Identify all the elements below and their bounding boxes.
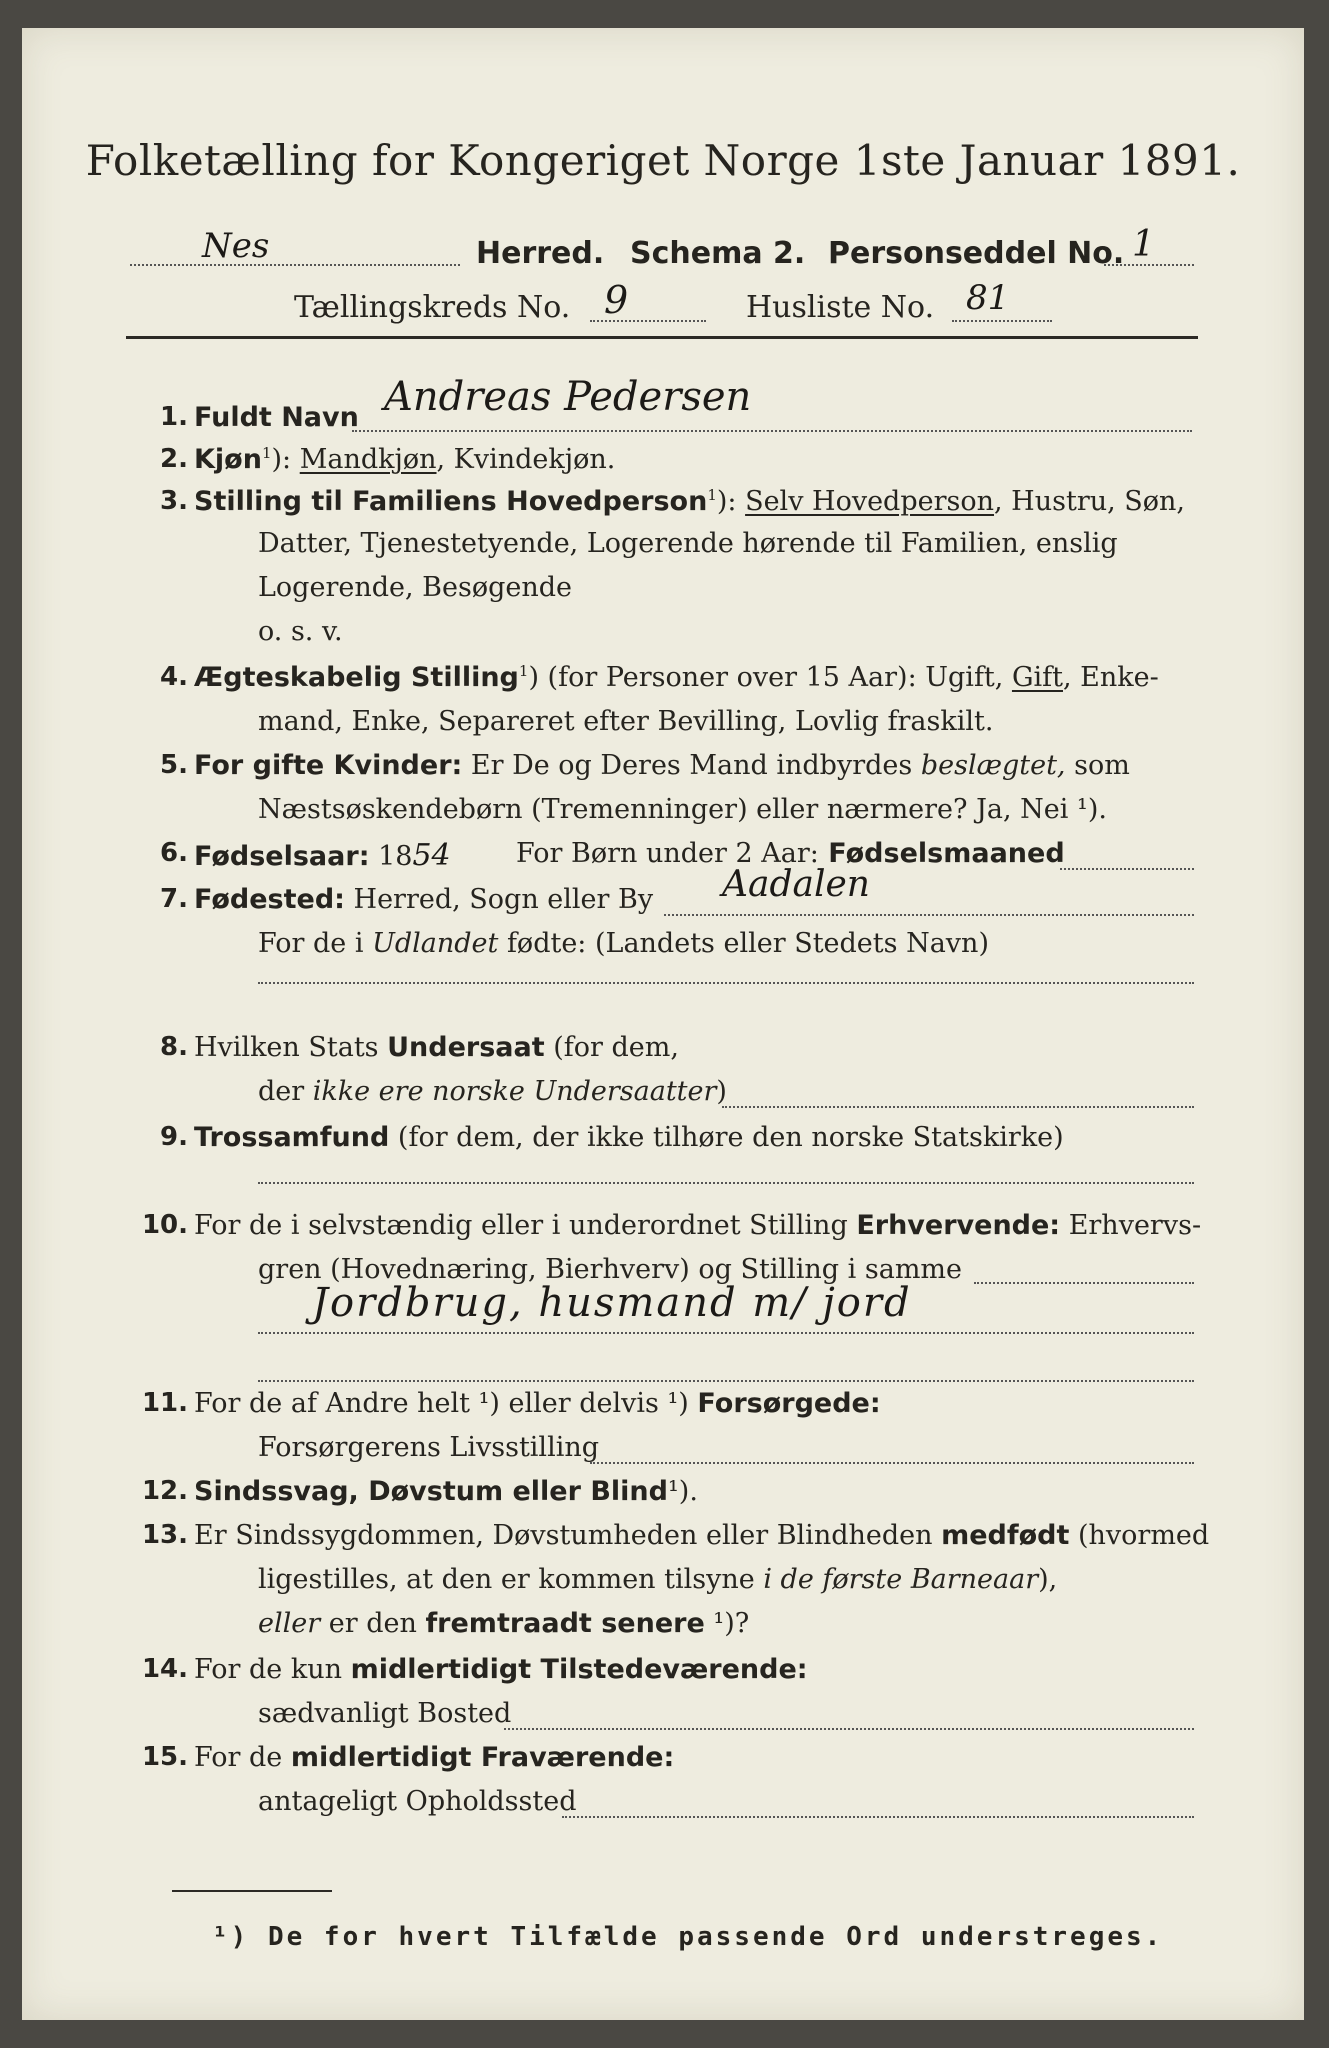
- q5-text-a: Er De og Deres Mand indbyrdes: [462, 750, 921, 781]
- form-title: Folketælling for Kongeriget Norge 1ste Januar 1891.: [85, 136, 1241, 185]
- q13-l2-b: ),: [1038, 1564, 1058, 1595]
- q9-label: Trossamfund: [194, 1122, 390, 1153]
- q9-dotted-line: [258, 1182, 1194, 1184]
- q12-number: 12.: [141, 1476, 188, 1506]
- q11-text-a: For de af Andre helt ¹) eller delvis ¹): [194, 1388, 698, 1419]
- q12-rest: ¹).: [667, 1476, 698, 1507]
- q13-number: 13.: [141, 1520, 188, 1550]
- q2-number: 2.: [160, 444, 188, 474]
- q10-number: 10.: [141, 1210, 188, 1240]
- q12-line: [194, 1476, 698, 1507]
- q10-text-b: Erhvervs-: [1060, 1210, 1202, 1241]
- husliste-label: Husliste No.: [746, 290, 935, 325]
- q4-line1: Ægteskabelig Stilling$^1$) (for Personer over 15 Aar): Ugift, Gift, Enke-: [194, 662, 1159, 693]
- q6-line: [194, 838, 451, 873]
- personseddel-value: 1: [1132, 224, 1155, 265]
- husliste-dotted-line: [952, 320, 1052, 322]
- q10-dotted-line1: [974, 1282, 1194, 1284]
- q10-text-a: For de i selvstændig eller i underordnet Stilling: [194, 1210, 857, 1241]
- q1-number: 1.: [160, 402, 188, 432]
- q8-l2-b: ): [716, 1076, 727, 1107]
- q7-line1: [194, 884, 653, 915]
- herred-value: Nes: [202, 226, 270, 266]
- schema-label: Schema 2.: [630, 236, 806, 271]
- q10-line1: [194, 1210, 1201, 1241]
- q3-line4: o. s. v.: [258, 616, 343, 647]
- q13-l3-a: er den: [320, 1608, 426, 1639]
- q14-line2: sædvanligt Bosted: [258, 1698, 512, 1729]
- q8-line2: [258, 1076, 727, 1107]
- husliste-value: 81: [966, 278, 1010, 318]
- q7-birthplace-value: Aadalen: [722, 864, 870, 905]
- q13-text-b: (hvormed: [1069, 1520, 1210, 1551]
- q11-line2: Forsørgerens Livsstilling: [258, 1432, 600, 1463]
- q6-number: 6.: [160, 838, 188, 868]
- q1-name-value: Andreas Pedersen: [384, 374, 752, 420]
- q4-text-a: ) (for Personer over 15 Aar): Ugift,: [528, 662, 1012, 693]
- q5-text-b: som: [1065, 750, 1130, 781]
- q3-line3: Logerende, Besøgende: [258, 572, 572, 603]
- footnote: ¹) De for hvert Tilfælde passende Ord understreges.: [212, 1922, 1164, 1952]
- q7-l2-italic: Udlandet: [372, 928, 499, 959]
- q13-l2-a: ligestilles, at den er kommen tilsyne: [258, 1564, 764, 1595]
- q2-label: Kjøn: [194, 444, 262, 475]
- q15-number: 15.: [141, 1742, 188, 1772]
- q10-line2: gren (Hovednæring, Bierhverv) og Stilling i samme: [258, 1254, 963, 1285]
- q5-italic: beslægtet,: [920, 750, 1066, 781]
- q13-line3: [258, 1608, 749, 1639]
- q7-dotted-line: [664, 914, 1194, 916]
- q15-line1: [194, 1742, 674, 1773]
- q11-dotted-line: [590, 1462, 1194, 1464]
- q13-label: medfødt: [941, 1520, 1070, 1551]
- q8-text-b: (for dem,: [544, 1032, 679, 1063]
- q4-label: Ægteskabelig Stilling: [194, 662, 519, 693]
- q11-line1: [194, 1388, 881, 1419]
- q7-label: Fødested:: [194, 884, 345, 915]
- q6-label: Fødselsaar:: [194, 841, 370, 872]
- q3-line1: Stilling til Familiens Hovedperson$^1$): Selv Hovedperson, Hustru, Søn,: [194, 486, 1186, 517]
- q3-selected: Selv Hovedperson: [745, 486, 995, 517]
- q13-l3-bold: fremtraadt senere: [425, 1608, 705, 1639]
- q4-text-b: , Enke-: [1063, 662, 1159, 693]
- q8-label: Undersaat: [387, 1032, 545, 1063]
- q13-l2-italic: i de første Barneaar: [763, 1564, 1039, 1595]
- q8-line1: [194, 1032, 679, 1063]
- q14-text-a: For de kun: [194, 1654, 351, 1685]
- q13-line2: [258, 1564, 1057, 1595]
- q8-dotted-line: [722, 1106, 1194, 1108]
- q3-line2: Datter, Tjenestetyende, Logerende hørende til Familien, enslig: [258, 528, 1118, 559]
- q11-number: 11.: [141, 1388, 188, 1418]
- q7-dotted-line2: [258, 982, 1194, 984]
- header-divider: [126, 336, 1198, 339]
- q10-dotted-line3: [258, 1380, 1194, 1382]
- q14-line1: [194, 1654, 808, 1685]
- q13-text-a: Er Sindssygdommen, Døvstumheden eller Blindheden: [194, 1520, 942, 1551]
- herred-label: Herred.: [476, 236, 605, 271]
- q12-label: Sindssvag, Døvstum eller Blind: [194, 1476, 668, 1507]
- q6-dotted-line: [1060, 868, 1194, 870]
- q4-line2: mand, Enke, Separeret efter Bevilling, Lovlig fraskilt.: [258, 706, 994, 737]
- q7-number: 7.: [160, 884, 188, 914]
- q2-line: Kjøn$^1$): Mandkjøn, Kvindekjøn.: [194, 444, 616, 475]
- q15-text-a: For de: [194, 1742, 291, 1773]
- q6-bold: Fødselsmaaned: [818, 838, 1065, 869]
- q8-number: 8.: [160, 1032, 188, 1062]
- q6-year-value: 54: [412, 838, 451, 873]
- q9-line: [194, 1122, 1064, 1153]
- q8-text-a: Hvilken Stats: [194, 1032, 388, 1063]
- personseddel-label: Personseddel No.: [828, 236, 1125, 271]
- taellingskreds-label: Tællingskreds No.: [294, 290, 571, 325]
- q2-selected: Mandkjøn: [299, 444, 437, 475]
- footnote-rule: [172, 1890, 332, 1892]
- q7-rest: Herred, Sogn eller By: [344, 884, 654, 915]
- q4-number: 4.: [160, 662, 188, 692]
- herred-dotted-line: [130, 264, 460, 266]
- q1-label: Fuldt Navn: [194, 402, 359, 433]
- q7-line2: [258, 928, 989, 959]
- q3-label: Stilling til Familiens Hovedperson: [194, 486, 708, 517]
- q3-rest: , Hustru, Søn,: [994, 486, 1186, 517]
- q8-l2-a: der: [258, 1076, 313, 1107]
- q10-label: Erhvervende:: [856, 1210, 1061, 1241]
- q9-rest: (for dem, der ikke tilhøre den norske Statskirke): [389, 1122, 1064, 1153]
- q13-line1: [194, 1520, 1209, 1551]
- q15-line2: antageligt Opholdssted: [258, 1786, 577, 1817]
- q13-l3-b: ¹)?: [704, 1608, 750, 1639]
- taellingskreds-value: 9: [604, 278, 629, 322]
- q15-dotted-line: [562, 1816, 1194, 1818]
- q3-number: 3.: [160, 486, 188, 516]
- q5-label: For gifte Kvinder:: [194, 750, 463, 781]
- q13-l3-italic: eller: [258, 1608, 321, 1639]
- q15-label: midlertidigt Fraværende:: [290, 1742, 675, 1773]
- q1-dotted-line: [352, 430, 1192, 432]
- q7-l2-a: For de i: [258, 928, 373, 959]
- q10-dotted-line2: [258, 1332, 1194, 1334]
- q14-number: 14.: [141, 1654, 188, 1684]
- q6-rest: For Børn under 2 Aar:: [516, 838, 819, 869]
- q2-rest: , Kvindekjøn.: [436, 444, 616, 475]
- q8-l2-italic: ikke ere norske Undersaatter: [312, 1076, 717, 1107]
- q5-number: 5.: [160, 750, 188, 780]
- census-form-page: [22, 28, 1304, 2020]
- q10-occupation-value: Jordbrug, husmand m/ jord: [312, 1280, 912, 1326]
- q14-dotted-line: [504, 1728, 1194, 1730]
- q7-l2-b: fødte: (Landets eller Stedets Navn): [498, 928, 989, 959]
- q5-line2: Næstsøskendebørn (Tremenninger) eller nærmere? Ja, Nei ¹).: [258, 794, 1107, 825]
- q9-number: 9.: [160, 1122, 188, 1152]
- q4-selected: Gift: [1011, 662, 1063, 693]
- q14-label: midlertidigt Tilstedeværende:: [350, 1654, 808, 1685]
- q5-line1: [194, 750, 1130, 781]
- q11-label: Forsørgede:: [697, 1388, 881, 1419]
- q6-prefix: 18: [369, 841, 413, 872]
